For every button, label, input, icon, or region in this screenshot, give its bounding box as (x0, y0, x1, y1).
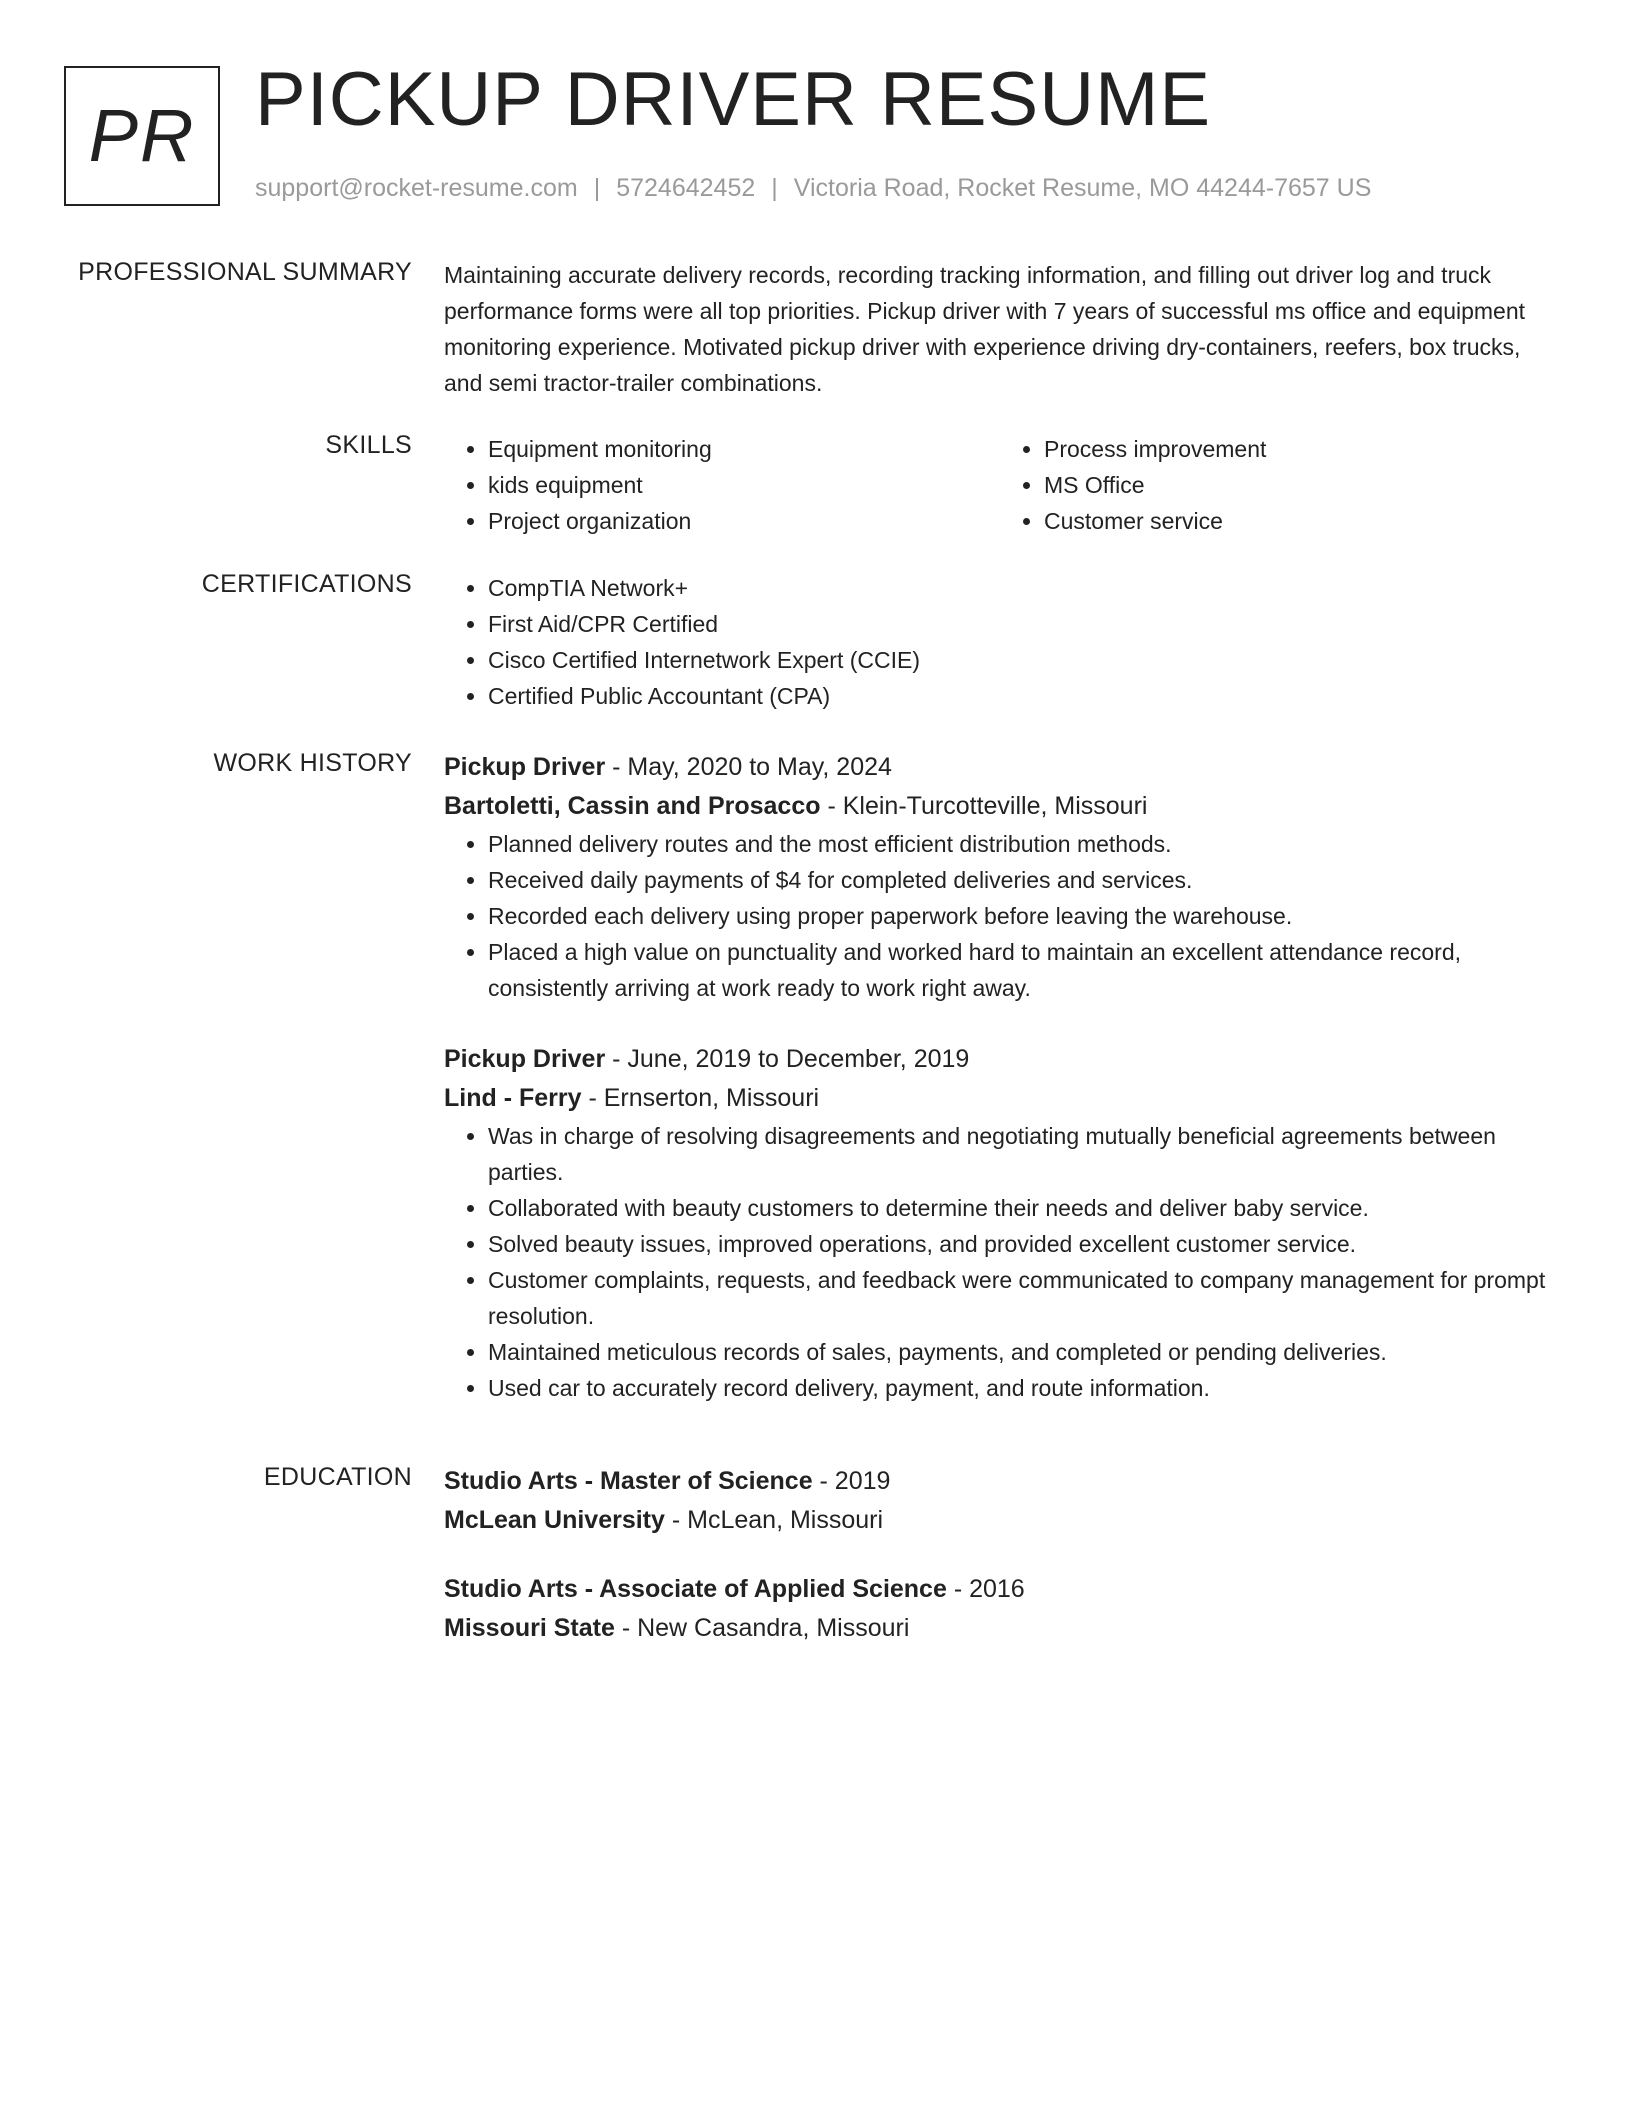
job-duty: • Recorded each delivery using proper paperwork before leaving the warehouse. (488, 898, 1556, 934)
contact-line (255, 174, 1371, 203)
job-duties-list (444, 826, 1556, 1006)
contact-separator: | (771, 174, 778, 202)
job-company: Bartoletti, Cassin and Prosacco (444, 792, 821, 820)
job-heading (444, 748, 1556, 786)
job-duty: • Maintained meticulous records of sales, payments, and completed or pending deliveries. (488, 1334, 1556, 1370)
job-entry (444, 748, 1556, 1006)
job-duties-list (444, 1118, 1556, 1406)
monogram-box (64, 66, 220, 206)
education-heading: EDUCATION (263, 1463, 412, 1491)
education-degree-line (444, 1570, 1556, 1608)
job-role: Pickup Driver (444, 1045, 606, 1073)
job-entry (444, 1040, 1556, 1406)
education-location: - McLean, Missouri (664, 1506, 884, 1534)
skills-list-right (1000, 431, 1556, 539)
skill-item: • Project organization (488, 503, 1000, 539)
job-duty: • Collaborated with beauty customers to determine their needs and deliver baby service. (488, 1190, 1556, 1226)
certification-item: • First Aid/CPR Certified (488, 606, 1556, 642)
job-duty: • Used car to accurately record delivery, payment, and route information. (488, 1370, 1556, 1406)
summary-body (444, 257, 1556, 401)
certifications-heading: CERTIFICATIONS (201, 570, 412, 598)
skill-item: • Customer service (1044, 503, 1556, 539)
education-location: - New Casandra, Missouri (614, 1614, 910, 1642)
education-degree: Studio Arts - Associate of Applied Science (444, 1575, 947, 1603)
education-year: - 2016 (946, 1575, 1025, 1603)
summary-heading: PROFESSIONAL SUMMARY (78, 258, 412, 286)
job-duty: • Placed a high value on punctuality and worked hard to maintain an excellent attendance record, consistently arriving at work ready to work right away. (488, 934, 1556, 1006)
job-dates: - May, 2020 to May, 2024 (605, 753, 892, 781)
education-degree: Studio Arts - Master of Science (444, 1467, 813, 1495)
work-history-heading: WORK HISTORY (213, 749, 412, 777)
job-location: - Ernserton, Missouri (581, 1084, 820, 1112)
certifications-list (444, 570, 1556, 714)
certification-item: • Cisco Certified Internetwork Expert (CCIE) (488, 642, 1556, 678)
education-school: Missouri State (444, 1614, 615, 1642)
skills-body (444, 431, 1556, 539)
job-location: - Klein-Turcotteville, Missouri (820, 792, 1148, 820)
job-company-line (444, 1078, 1556, 1118)
certifications-body (444, 570, 1556, 714)
work-history-body (444, 748, 1556, 1406)
job-company-line (444, 786, 1556, 826)
job-role: Pickup Driver (444, 753, 606, 781)
education-entry (444, 1570, 1556, 1648)
resume-title: PICKUP DRIVER RESUME (255, 57, 1212, 142)
skills-heading: SKILLS (325, 431, 412, 459)
skill-item: • MS Office (1044, 467, 1556, 503)
education-school-line (444, 1608, 1556, 1648)
job-dates: - June, 2019 to December, 2019 (605, 1045, 970, 1073)
education-entry (444, 1462, 1556, 1540)
education-year: - 2019 (812, 1467, 891, 1495)
contact-address: Victoria Road, Rocket Resume, MO 44244-7657 US (793, 174, 1372, 202)
skills-columns (444, 431, 1556, 539)
education-school-line (444, 1500, 1556, 1540)
certification-item: • CompTIA Network+ (488, 570, 1556, 606)
job-duty: • Customer complaints, requests, and feedback were communicated to company management for prompt resolution. (488, 1262, 1556, 1334)
job-duty: • Planned delivery routes and the most efficient distribution methods. (488, 826, 1556, 862)
contact-email[interactable]: support@rocket-resume.com (255, 174, 578, 202)
skill-item: • kids equipment (488, 467, 1000, 503)
summary-text: Maintaining accurate delivery records, recording tracking information, and filling out driver log and truck performance forms were all top priorities. Pickup driver with 7 years of successful ms office and equipment monitoring experience. Motivated pickup driver with experience driving dry-containers, reefers, box trucks, and semi tractor-trailer combinations. (444, 262, 1526, 396)
job-duty: • Received daily payments of $4 for completed deliveries and services. (488, 862, 1556, 898)
job-company: Lind - Ferry (444, 1084, 582, 1112)
monogram-initials: PR (88, 94, 196, 177)
education-degree-line (444, 1462, 1556, 1500)
certification-item: • Certified Public Accountant (CPA) (488, 678, 1556, 714)
education-body (444, 1462, 1556, 1648)
contact-phone[interactable]: 5724642452 (616, 174, 756, 202)
education-school: McLean University (444, 1506, 665, 1534)
job-duty: • Was in charge of resolving disagreements and negotiating mutually beneficial agreements between parties. (488, 1118, 1556, 1190)
skill-item: • Process improvement (1044, 431, 1556, 467)
skill-item: • Equipment monitoring (488, 431, 1000, 467)
skills-list-left (444, 431, 1000, 539)
job-heading (444, 1040, 1556, 1078)
job-duty: • Solved beauty issues, improved operations, and provided excellent customer service. (488, 1226, 1556, 1262)
contact-separator: | (593, 174, 601, 202)
